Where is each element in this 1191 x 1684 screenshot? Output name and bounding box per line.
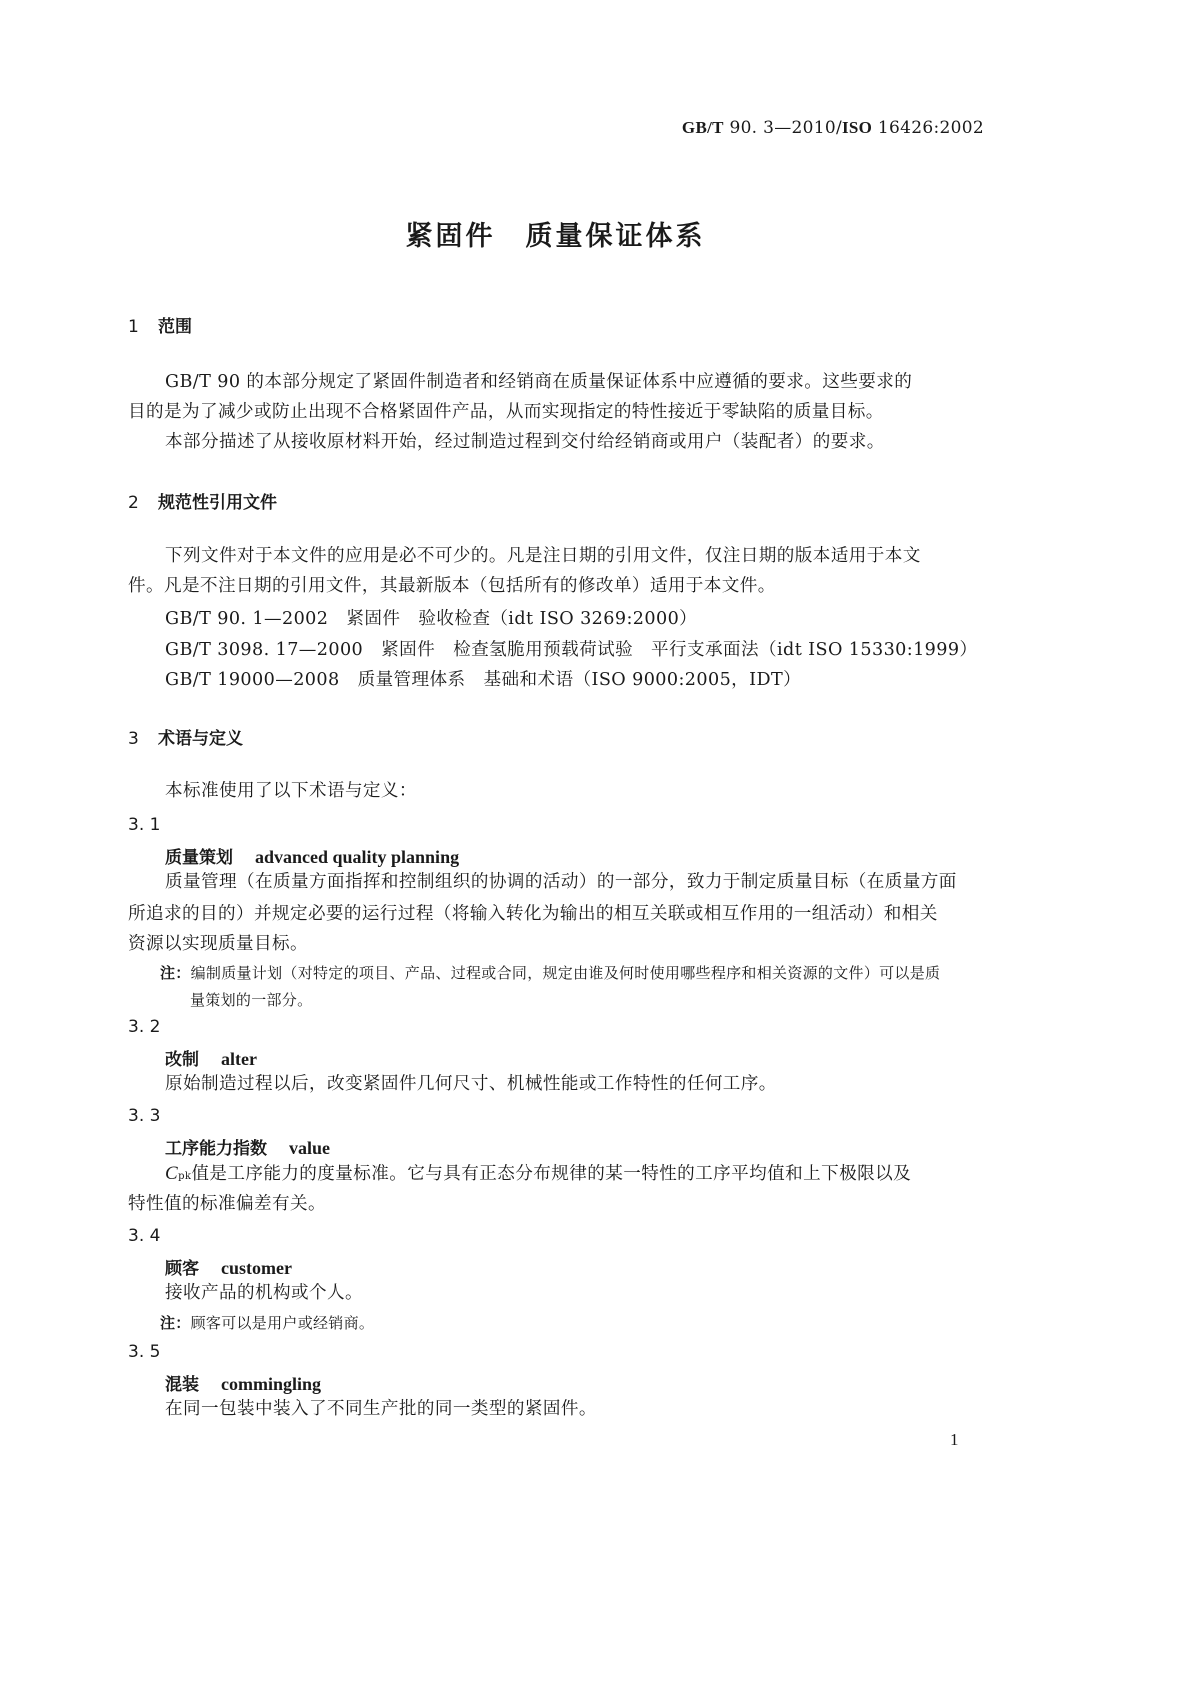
note: 注：编制质量计划（对特定的项目、产品、过程或合同，规定由谁及何时使用哪些程序和相关资源的文件）可以是质 [160, 964, 941, 982]
clause-number: 3. 1 [128, 815, 161, 835]
clause-number: 3. 3 [128, 1106, 161, 1126]
clause-number: 3. 2 [128, 1017, 161, 1037]
section-1-heading: 1 范围 [128, 317, 192, 337]
section-1-para-1-line-1: GB/T 90 的本部分规定了紧固件制造者和经销商在质量保证体系中应遵循的要求。这些要求的 [165, 372, 913, 392]
header-std-a-num: 90. 3—2010/ [723, 118, 843, 138]
definition-line: 接收产品的机构或个人。 [165, 1283, 363, 1303]
definition-line: 在同一包装中装入了不同生产批的同一类型的紧固件。 [165, 1399, 597, 1419]
header-std-b-num: 16426:2002 [872, 118, 984, 138]
definition-line: 质量管理（在质量方面指挥和控制组织的协调的活动）的一部分，致力于制定质量目标（在质量方面 [165, 872, 957, 892]
cpk-symbol: C [165, 1163, 179, 1184]
note-continuation: 量策划的一部分。 [190, 991, 313, 1009]
term-heading: 顾客 customer [165, 1258, 292, 1279]
term-heading: 工序能力指数 value [165, 1138, 331, 1159]
document-title: 紧固件 质量保证体系 [405, 221, 706, 252]
definition-line: Cpk值是工序能力的度量标准。它与具有正态分布规律的某一特性的工序平均值和上下极限以及 [165, 1163, 912, 1184]
cpk-subscript: pk [178, 1171, 192, 1182]
term-heading: 改制 alter [165, 1049, 257, 1070]
section-2-heading: 2 规范性引用文件 [128, 493, 277, 513]
clause-number: 3. 4 [128, 1226, 161, 1246]
header-std-b: ISO [842, 118, 873, 137]
section-1-para-1-line-2: 目的是为了减少或防止出现不合格紧固件产品，从而实现指定的特性接近于零缺陷的质量目标。 [128, 402, 884, 422]
clause-number: 3. 5 [128, 1342, 161, 1362]
section-3-heading: 3 术语与定义 [128, 729, 243, 749]
definition-line: 资源以实现质量目标。 [128, 934, 308, 954]
section-2-para-line-2: 件。凡是不注日期的引用文件，其最新版本（包括所有的修改单）适用于本文件。 [128, 576, 776, 596]
section-1-para-2: 本部分描述了从接收原材料开始，经过制造过程到交付给经销商或用户（装配者）的要求。 [165, 432, 885, 452]
term-heading: 质量策划 advanced quality planning [165, 847, 460, 868]
section-2-para-line-1: 下列文件对于本文件的应用是必不可少的。凡是注日期的引用文件，仅注日期的版本适用于本文 [165, 546, 921, 566]
normative-reference-item: GB/T 19000—2008 质量管理体系 基础和术语（ISO 9000:2005，IDT） [165, 670, 802, 690]
standard-number-header [682, 118, 984, 138]
note: 注：顾客可以是用户或经销商。 [160, 1314, 375, 1332]
page-number: 1 [950, 1430, 959, 1449]
definition-line: 原始制造过程以后，改变紧固件几何尺寸、机械性能或工作特性的任何工序。 [165, 1074, 777, 1094]
normative-reference-item: GB/T 90. 1—2002 紧固件 验收检查（idt ISO 3269:2000） [165, 609, 698, 629]
normative-reference-item: GB/T 3098. 17—2000 紧固件 检查氢脆用预载荷试验 平行支承面法（idt ISO 15330:1999） [165, 640, 978, 660]
definition-line: 特性值的标准偏差有关。 [128, 1194, 326, 1214]
definition-line: 所追求的目的）并规定必要的运行过程（将输入转化为输出的相互关联或相互作用的一组活动）和相关 [128, 904, 938, 924]
term-heading: 混装 commingling [165, 1374, 322, 1395]
header-std-a: GB/T [681, 118, 724, 137]
section-3-intro: 本标准使用了以下术语与定义： [165, 781, 417, 801]
